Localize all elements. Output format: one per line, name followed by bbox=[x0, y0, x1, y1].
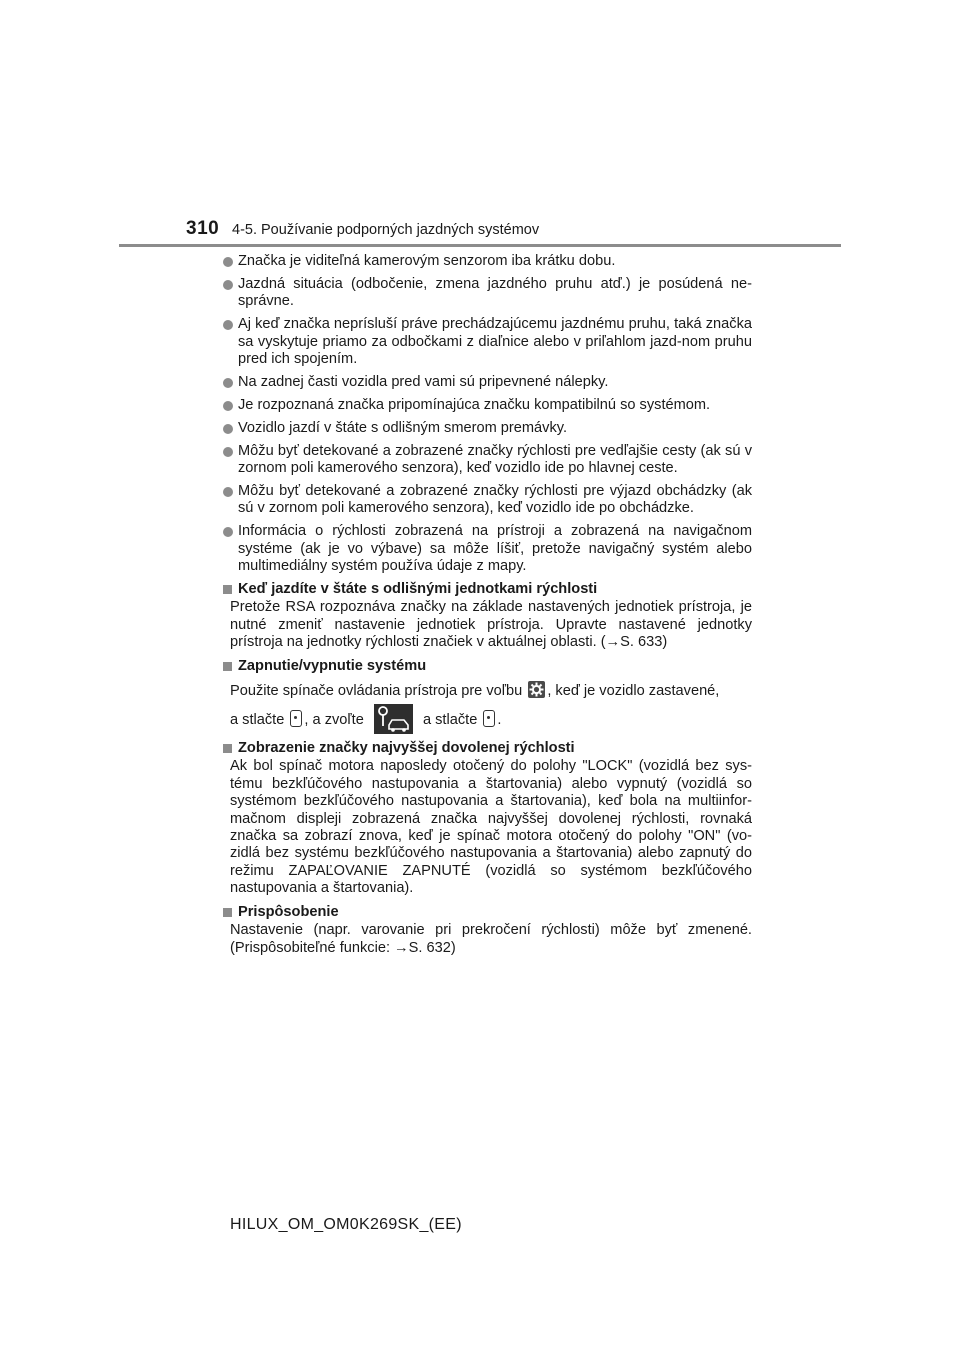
section-square-icon bbox=[223, 744, 232, 753]
road-sign-assist-icon bbox=[374, 704, 413, 734]
section-body: Použite spínače ovládania prístroja pre voľbu , keď je vozidlo zastavené, a stlačte , a zvoľte a stlačte . bbox=[222, 678, 752, 734]
section-display bbox=[222, 740, 752, 898]
section-heading: Zobrazenie značky najvyššej dovolenej rýchlosti bbox=[238, 740, 575, 757]
bullet-dot-icon bbox=[223, 487, 233, 497]
bullet-item: Na zadnej časti vozidla pred vami sú pripevnené nálepky. bbox=[222, 374, 752, 391]
page-content bbox=[222, 253, 752, 963]
section-square-icon bbox=[223, 662, 232, 671]
section-heading: Keď jazdíte v štáte s odlišnými jednotkami rýchlosti bbox=[238, 581, 598, 597]
bullet-item: Vozidlo jazdí v štáte s odlišným smerom premávky. bbox=[222, 420, 752, 437]
section-units bbox=[222, 581, 752, 652]
section-body: Ak bol spínač motora naposledy otočený do polohy "LOCK" (vozidlá bez sys-tému bezkľúčového nastupovania a štartovania) alebo vypnutý (vozidlá so systémom bezkľúčového nastupovania a štartovania), keď bola na multiinfor-mačnom displeji zobrazená značka najvyššej dovolenej rýchlosti, rovnaká značka sa zobrazí znova, keď je spínač motora otočený do polohy "ON" (vo-zidlá bez systému bezkľúčového nastupovania a štartovania) alebo zapnutý do režimu ZAPAĽOVANIE ZAPNUTÉ (vozidlá so systémom bezkľúčového nastupovania a štartovania). bbox=[230, 758, 752, 897]
bullet-item: Značka je viditeľná kamerovým senzorom iba krátku dobu. bbox=[222, 253, 752, 270]
section-heading: Zapnutie/vypnutie systému bbox=[238, 657, 427, 674]
bullet-item: Jazdná situácia (odbočenie, zmena jazdného pruhu atď.) je posúdená ne-správne. bbox=[222, 276, 752, 311]
section-body: Pretože RSA rozpoznáva značky na základe nastavených jednotiek prístroja, je nutné zmeniť nastavenie jednotiek prístroja. Upravte nastavené jednotky prístroja na jednotky rýchlosti značiek v aktuálnej oblasti. (→S. 633) bbox=[230, 599, 752, 651]
bullet-dot-icon bbox=[223, 257, 233, 267]
section-title: 4-5. Používanie podporných jazdných systémov bbox=[232, 222, 540, 238]
section-custom bbox=[222, 904, 752, 957]
section-square-icon bbox=[223, 585, 232, 594]
document-code: HILUX_OM_OM0K269SK_(EE) bbox=[230, 1216, 462, 1233]
bullet-dot-icon bbox=[223, 378, 233, 388]
bullet-item: Môžu byť detekované a zobrazené značky rýchlosti pre výjazd obchádzky (ak sú v zornom poli kamerového senzora), keď vozidlo ide po obchádzke. bbox=[222, 483, 752, 518]
section-body: Nastavenie (napr. varovanie pri prekročení rýchlosti) môže byť zmenené. (Prispôsobiteľné funkcie: →S. 632) bbox=[230, 922, 752, 956]
gear-icon bbox=[528, 681, 545, 698]
bullet-dot-icon bbox=[223, 320, 233, 330]
bullet-dot-icon bbox=[223, 401, 233, 411]
section-onoff bbox=[222, 658, 752, 734]
bullet-item: Informácia o rýchlosti zobrazená na prístroji a zobrazená na navigačnom systéme (ak je vo výbave) sa môže líšiť, pretože navigačný systém alebo multimediálny systém používa údaje z mapy. bbox=[222, 523, 752, 575]
section-heading: Prispôsobenie bbox=[238, 903, 339, 920]
bullet-item: Je rozpoznaná značka pripomínajúca značku kompatibilnú so systémom. bbox=[222, 397, 752, 414]
section-square-icon bbox=[223, 908, 232, 917]
header-rule bbox=[119, 244, 841, 247]
bullet-dot-icon bbox=[223, 280, 233, 290]
page-number: 310 bbox=[186, 218, 220, 239]
bullet-item: Aj keď značka neprísluší práve prechádzajúcemu jazdnému pruhu, taká značka sa vyskytuje priamo za odbočkami z diaľnice alebo v priľahlom jazd-nom pruhu pred ich spojením. bbox=[222, 316, 752, 368]
bullet-dot-icon bbox=[223, 527, 233, 537]
bullet-dot-icon bbox=[223, 447, 233, 457]
bullet-item: Môžu byť detekované a zobrazené značky rýchlosti pre vedľajšie cesty (ak sú v zornom poli kamerového senzora), keď vozidlo ide po hlavnej ceste. bbox=[222, 443, 752, 478]
ok-button-icon bbox=[290, 710, 302, 727]
bullet-dot-icon bbox=[223, 424, 233, 434]
ok-button-icon bbox=[483, 710, 495, 727]
